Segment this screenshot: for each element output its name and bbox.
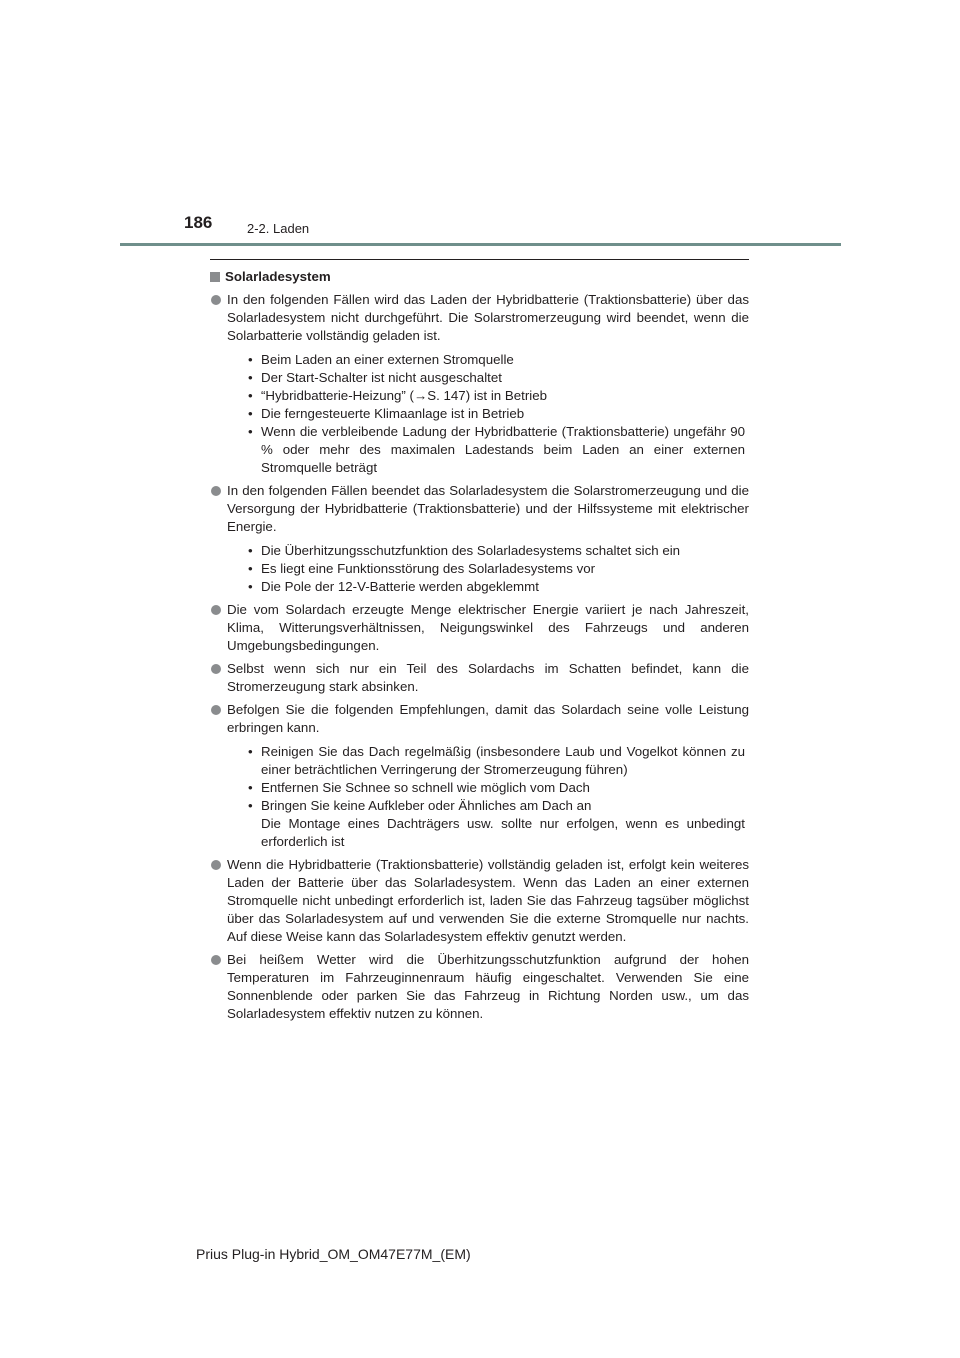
section-title — [210, 268, 749, 286]
section-label: 2-2. Laden — [247, 221, 310, 236]
square-bullet-icon — [210, 272, 220, 282]
circle-bullet-icon — [211, 486, 221, 496]
bullet-text: Die vom Solardach erzeugte Menge elektrischer Energie variiert je nach Jahreszeit, Klima, Witterungsverhältnissen, Neigungswinkel des Fahrzeugs und anderen Umgebungsbedingungen. — [227, 602, 749, 653]
sub-item-text: Bringen Sie keine Aufkleber oder Ähnliches am Dach an — [261, 798, 592, 813]
sub-item: • Beim Laden an einer externen Stromquelle — [248, 351, 745, 369]
bullet-text: In den folgenden Fällen wird das Laden der Hybridbatterie (Traktionsbatterie) über das Solarladesystem nicht durchgeführt. Die Solarstromerzeugung wird beendet, wenn die Solarbatterie vollständig geladen ist. — [227, 292, 749, 343]
sub-item: • Entfernen Sie Schnee so schnell wie möglich vom Dach — [248, 779, 745, 797]
bullet-text: Selbst wenn sich nur ein Teil des Solardachs im Schatten befindet, kann die Stromerzeugung stark absinken. — [227, 661, 749, 694]
bullet-item — [210, 951, 749, 1023]
bullet-item — [210, 660, 749, 696]
circle-bullet-icon — [211, 664, 221, 674]
circle-bullet-icon — [211, 860, 221, 870]
content-rule — [210, 259, 749, 260]
sub-item: • Es liegt eine Funktionsstörung des Solarladesystems vor — [248, 560, 745, 578]
sub-item: • Der Start-Schalter ist nicht ausgeschaltet — [248, 369, 745, 387]
bullet-text: Bei heißem Wetter wird die Überhitzungsschutzfunktion aufgrund der hohen Temperaturen im Fahrzeuginnenraum häufig eingeschaltet. Verwenden Sie eine Sonnenblende oder parken Sie das Fahrzeug in Richtung Norden usw., um das Solarladesystem effektiv nutzen zu können. — [227, 952, 749, 1021]
bullet-text: Befolgen Sie die folgenden Empfehlungen, damit das Solardach seine volle Leistung erbringen kann. — [227, 702, 749, 735]
footer-document-id: Prius Plug-in Hybrid_OM_OM47E77M_(EM) — [196, 1246, 471, 1262]
sub-item-note: Die Montage eines Dachträgers usw. sollte nur erfolgen, wenn es unbedingt erforderlich ist — [261, 816, 745, 849]
circle-bullet-icon — [211, 705, 221, 715]
sub-item: • Die ferngesteuerte Klimaanlage ist in Betrieb — [248, 405, 745, 423]
sub-list — [227, 743, 749, 851]
content — [210, 268, 749, 1023]
bullet-item — [210, 291, 749, 477]
circle-bullet-icon — [211, 295, 221, 305]
sub-item — [248, 797, 745, 851]
sub-item: • Reinigen Sie das Dach regelmäßig (insbesondere Laub und Vogelkot können zu einer beträchtlichen Verringerung der Stromerzeugung führen) — [248, 743, 745, 779]
circle-bullet-icon — [211, 955, 221, 965]
header-rule — [120, 243, 841, 246]
sub-item: • Wenn die verbleibende Ladung der Hybridbatterie (Traktionsbatterie) ungefähr 90 % oder mehr des maximalen Ladestands beim Laden an einer externen Stromquelle beträgt — [248, 423, 745, 477]
circle-bullet-icon — [211, 605, 221, 615]
bullet-text: Wenn die Hybridbatterie (Traktionsbatterie) vollständig geladen ist, erfolgt kein weiteres Laden der Batterie über das Solarladesystem. Wenn das Laden an einer externen Stromquelle nicht unbedingt erforderlich ist, laden Sie das Fahrzeug tagsüber möglichst über das Solarladesystem auf und verwenden Sie die externe Stromquelle nur nachts. Auf diese Weise kann das Solarladesystem effektiv genutzt werden. — [227, 857, 749, 944]
bullet-item — [210, 701, 749, 851]
bullet-text: In den folgenden Fällen beendet das Solarladesystem die Solarstromerzeugung und die Versorgung der Hybridbatterie (Traktionsbatterie) und der Hilfssysteme mit elektrischer Energie. — [227, 483, 749, 534]
page-number: 186 — [184, 213, 213, 232]
bullet-item — [210, 856, 749, 946]
sub-item: • Die Überhitzungsschutzfunktion des Solarladesystems schaltet sich ein — [248, 542, 745, 560]
section-title-text: Solarladesystem — [225, 269, 331, 284]
sub-list — [227, 542, 749, 596]
sub-item: • “Hybridbatterie-Heizung” (→S. 147) ist in Betrieb — [248, 387, 745, 405]
bullet-item — [210, 601, 749, 655]
bullet-item — [210, 482, 749, 596]
sub-list — [227, 351, 749, 477]
sub-item: • Die Pole der 12-V-Batterie werden abgeklemmt — [248, 578, 745, 596]
